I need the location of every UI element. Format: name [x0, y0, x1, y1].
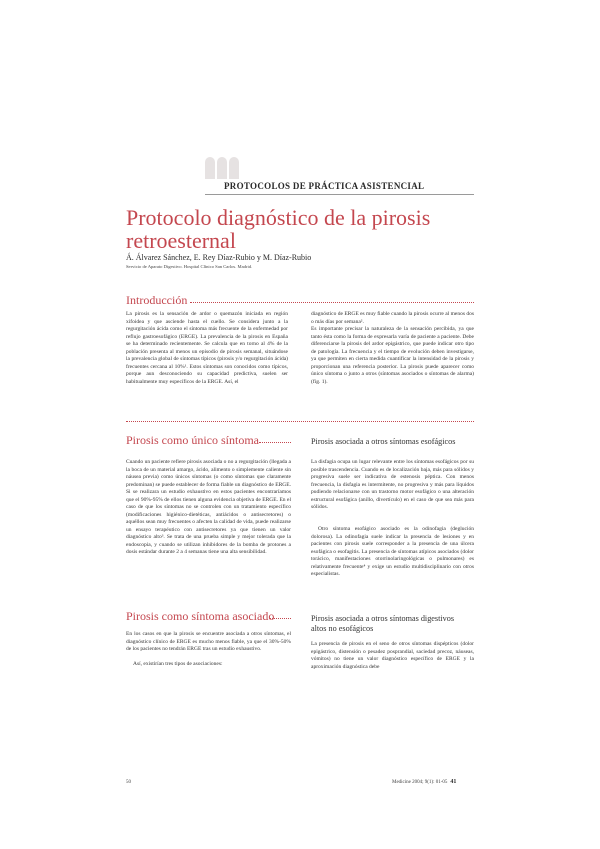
esofagicos-heading: Pirosis asociada a otros síntomas esofágicos — [311, 437, 456, 446]
header-decoration — [205, 157, 241, 179]
asociado-heading: Pirosis como síntoma asociado — [126, 609, 275, 623]
title-line-2: retroesternal — [126, 228, 236, 253]
header-deco-bar — [217, 157, 227, 179]
intro-col1-paragraph: La pirosis es la sensación de ardor o quemazón iniciada en región xifoidea y que asciende hasta el cuello. Se considera junto a la regurgitación ácida como el síntoma más frecuente de la enfermedad por reflujo gastroesofágico (ERGE). La prevalencia de la pirosis en España se ha determinado recientemente. Se calcula que en torno al 4% de la población presenta al menos un episodio de pirosis semanal, situándose la prevalencia global de síntomas típicos (pirosis y/o regurgitación ácida) frecuentes cercana al 10%¹. Estos síntomas son conocidos como típicos, porque aun desconociendo su capacidad predictiva, suelen ser habitualmente muy específicos de la ERGE. Así, el — [126, 311, 288, 385]
section-header: PROTOCOLOS DE PRÁCTICA ASISTENCIAL — [224, 181, 425, 191]
intro-col2-paragraph-1: diagnóstico de ERGE es muy fiable cuando la pirosis ocurre al menos dos o más días por semana². — [311, 311, 474, 325]
authors: Á. Álvarez Sánchez, E. Rey Díaz-Rubio y M. Díaz-Rubio — [126, 253, 312, 262]
header-deco-bar — [205, 157, 215, 179]
section-divider — [126, 421, 474, 422]
article-title — [126, 206, 476, 252]
affiliation: Servicio de Aparato Digestivo. Hospital Clínico San Carlos. Madrid. — [126, 264, 253, 269]
digestivos-paragraph-1: La presencia de pirosis en el seno de otros síntomas dispépticos (dolor epigástrico, distensión o pesadez posprandial, saciedad precoz, náuseas, vómitos) no tiene un valor diagnóstico específico de ERGE y la aproximación diagnóstica debe — [311, 641, 474, 670]
unico-heading-rule — [259, 442, 291, 443]
intro-heading: Introducción — [126, 293, 188, 307]
title-line-1: Protocolo diagnóstico de la pirosis — [126, 205, 431, 230]
digestivos-heading-line-2: altos no esofágicos — [311, 624, 374, 633]
intro-heading-rule — [190, 302, 474, 303]
unico-paragraph: Cuando un paciente refiere pirosis asociada o no a regurgitación (llegada a la boca de un material amargo, ácido, alimento o simplemente caliente sin náusea previa) como únicos síntomas (o como síntomas que claramente predominan) se puede establecer de forma fiable un diagnóstico de ERGE. Si se realizara un estudio exhaustivo en estos pacientes encontraríamos que el 90%-95% de ellos tienen alguna evidencia objetiva de ERGE. En el caso de que los síntomas no se controlen con un tratamiento específico (modificaciones higiénico-dietéticas, antiácidos o antisecretores) o aquéllos sean muy frecuentes o afecten la calidad de vida, puede realizarse un ensayo terapéutico con antisecretores ya que tienen un valor diagnóstico alto³. Se trata de una prueba simple y mejor tolerada que la endoscopia, y cuando se utilizan inhibidores de la bomba de protones a dosis estándar durante 2 a 4 semanas tiene una alta sensibilidad. — [126, 459, 291, 555]
asociado-heading-rule — [270, 618, 291, 619]
asociado-paragraph-2: Así, existirían tres tipos de asociaciones: — [133, 661, 223, 667]
footer-page-number-left: 50 — [126, 780, 131, 785]
header-rule — [205, 194, 474, 195]
intro-col2-paragraph-2: Es importante precisar la naturaleza de la sensación percibida, ya que tanto ésta como la forma de expresarla varía de paciente a paciente. Debe diferenciarse la pirosis del ardor epigástrico, que puede indicar otro tipo de patología. La frecuencia y el tiempo de evolución deben investigarse, ya que permiten en cierta medida cuantificar la intensidad de la pirosis y proporcionan una referencia posterior. La pirosis puede aparecer como único síntoma o junto a otros (síntomas asociados o síntomas de alarma) (fig. 1). — [311, 326, 474, 385]
digestivos-heading-line-1: Pirosis asociada a otros síntomas digestivos — [311, 614, 455, 623]
asociado-paragraph-1: En los casos en que la pirosis se encuentre asociada a otros síntomas, el diagnóstico clínico de ERGE es mucho menos fiable, ya que el 30%-50% de los pacientes no tendrán ERGE tras un estudio exhaustivo. — [126, 631, 291, 652]
esofagicos-paragraph-2: Otro síntoma esofágico asociado es la odinofagia (deglución dolorosa). La odinofagia suele indicar la presencia de lesiones y en pacientes con pirosis suele corresponder a la presencia de una úlcera esofágica o esofagitis. La presencia de síntomas atípicos asociados (dolor torácico, manifestaciones otorrinolaringológicas o pulmonares) es relativamente frecuente⁴ y exige un estudio multidisciplinario con otros especialistas. — [311, 526, 474, 577]
digestivos-heading — [311, 614, 474, 634]
header-deco-bar — [229, 157, 239, 179]
footer-page-number-right: 41 — [450, 779, 457, 785]
esofagicos-paragraph-1: La disfagia ocupa un lugar relevante entre los síntomas esofágicos por su posible trascendencia. Cuando es de localización baja, más para sólidos y progresiva suele ser indicativa de estenosis péptica. Con menos frecuencia, la disfagia es intermitente, no progresiva y más para líquidos pudiendo relacionarse con un trastorno motor esofágico o una alteración estructural esofágica (anillo, divertículo) en el caso de que sea más para sólidos. — [311, 459, 474, 510]
unico-heading: Pirosis como único síntoma — [126, 433, 259, 447]
footer-journal — [392, 779, 456, 785]
footer-journal-citation: Medicine 2004; 9(1): 01-05 — [392, 780, 448, 785]
